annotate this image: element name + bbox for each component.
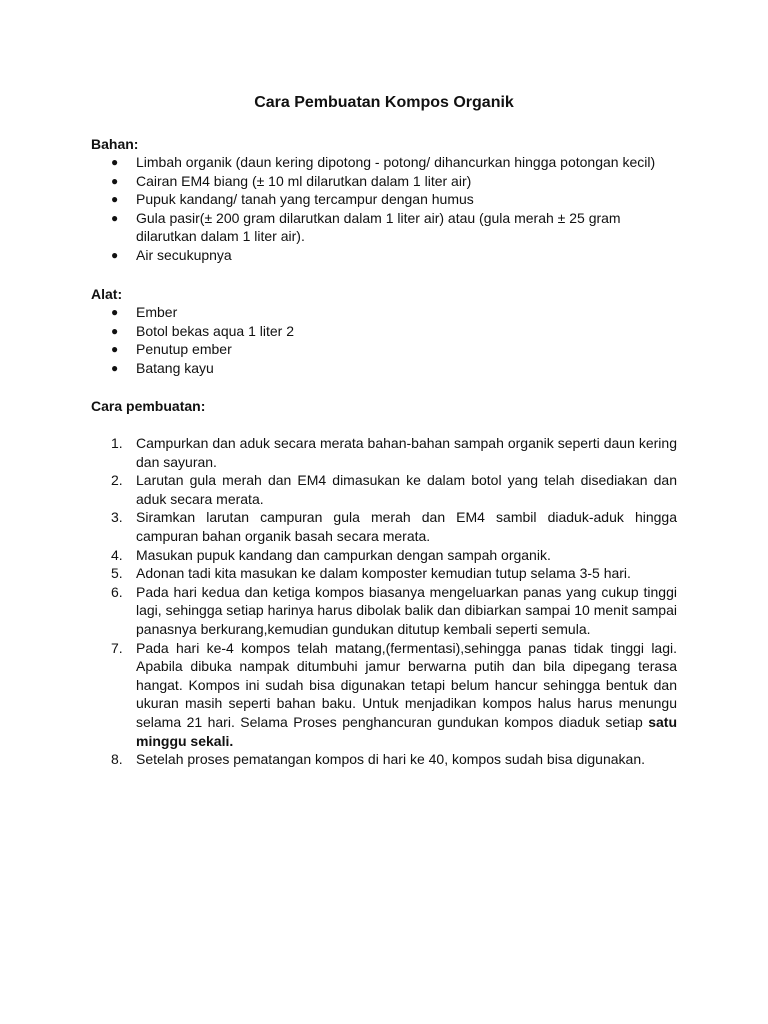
bahan-heading: Bahan: <box>91 136 139 152</box>
step-item: 4. Masukan pupuk kandang dan campurkan dengan sampah organik. <box>111 546 551 563</box>
list-item: ● Batang kayu <box>111 359 214 376</box>
cara-heading: Cara pembuatan: <box>91 398 206 414</box>
alat-heading: Alat: <box>91 286 123 302</box>
bullet-icon: ● <box>111 247 119 262</box>
bahan-list <box>91 153 681 265</box>
alat-list <box>91 303 681 377</box>
bullet-icon: ● <box>111 305 119 319</box>
step-item: 6. Pada hari kedua dan ketiga kompos biasanya mengeluarkan panas yang cukup tinggi lagi, sehingga setiap harinya harus dibolak balik dan dibiarkan sampai 10 menit sampai panasnya berkurang,kemudian gundukan ditutup kembali seperti semula. <box>111 583 677 637</box>
emphasis-text: satu minggu sekali. <box>136 713 677 749</box>
list-item: ● Penutup ember <box>111 341 232 358</box>
bullet-icon: ● <box>111 155 119 169</box>
cara-steps <box>91 434 677 769</box>
bullet-icon: ● <box>111 323 119 338</box>
bullet-icon: ● <box>111 173 119 188</box>
list-item: ● Botol bekas aqua 1 liter 2 <box>111 322 294 339</box>
step-item: 8. Setelah proses pematangan kompos di hari ke 40, kompos sudah bisa digunakan. <box>111 751 645 768</box>
bullet-icon: ● <box>111 192 119 207</box>
list-item: ● Limbah organik (daun kering dipotong - potong/ dihancurkan hingga potongan kecil) <box>111 154 656 170</box>
step-item: 2. Larutan gula merah dan EM4 dimasukan ke dalam botol yang telah disediakan dan aduk secara merata. <box>111 472 677 507</box>
bullet-icon: ● <box>111 342 119 357</box>
list-item: ● Cairan EM4 biang (± 10 ml dilarutkan dalam 1 liter air) <box>111 172 472 189</box>
step-item: 7. Pada hari ke-4 kompos telah matang,(fermentasi),sehingga panas tidak tinggi lagi. Apabila dibuka nampak ditumbuhi jamur berwarna putih dan bila dipegang terasa hangat. Kompos ini sudah bisa digunakan tetapi belum hancur sehingga bentuk dan ukuran masih seperti bahan baku. Untuk menjadikan kompos halus harus menungu selama 21 hari. Selama Proses penghancuran gundukan kompos diaduk setiap satu minggu sekali. <box>111 639 677 749</box>
step-item: 1. Campurkan dan aduk secara merata bahan-bahan sampah organik seperti daun kering dan sayuran. <box>111 435 677 470</box>
list-item: ● Gula pasir(± 200 gram dilarutkan dalam 1 liter air) atau (gula merah ± 25 gram dilarutkan dalam 1 liter air). <box>111 209 621 245</box>
bullet-icon: ● <box>111 210 119 225</box>
list-item: ● Air secukupnya <box>111 246 232 263</box>
list-item: ● Ember <box>111 304 178 320</box>
page-title: Cara Pembuatan Kompos Organik <box>254 94 514 111</box>
list-item: ● Pupuk kandang/ tanah yang tercampur dengan humus <box>111 191 474 208</box>
step-item: 3. Siramkan larutan campuran gula merah dan EM4 sambil diaduk-aduk hingga campuran bahan organik basah secara merata. <box>111 509 677 544</box>
step-item: 5. Adonan tadi kita masukan ke dalam komposter kemudian tutup selama 3-5 hari. <box>111 565 631 582</box>
bullet-icon: ● <box>111 360 119 375</box>
